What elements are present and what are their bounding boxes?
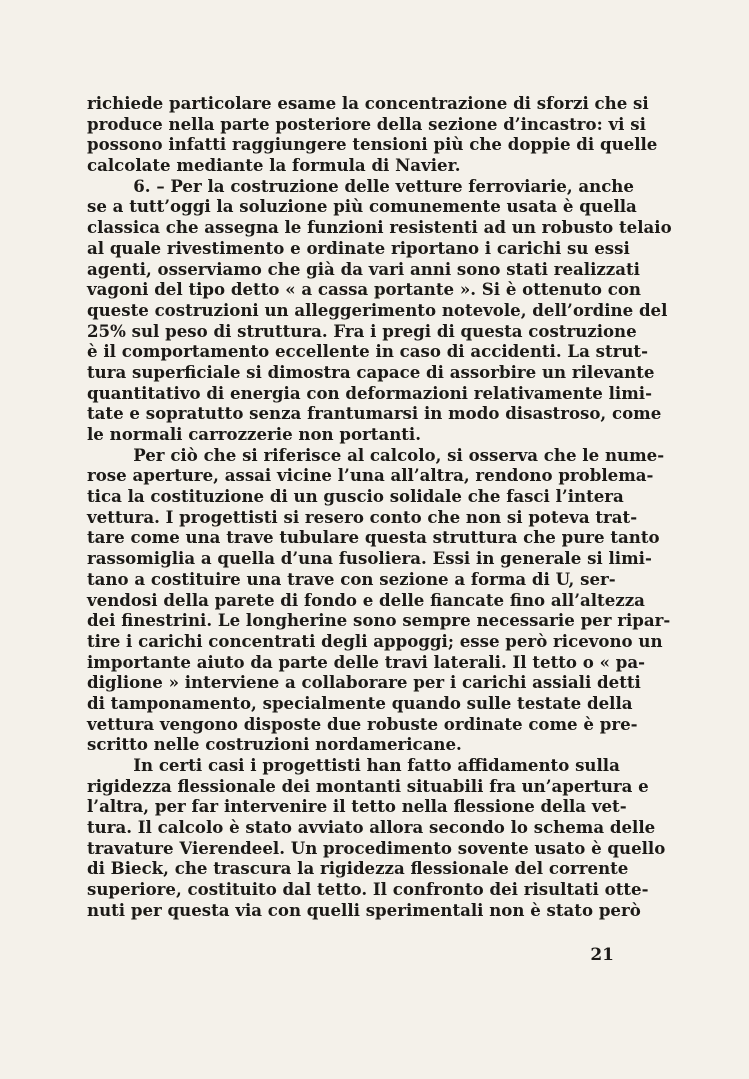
text-line: Per ciò che si riferisce al calcolo, si osserva che le nume- (87, 444, 665, 465)
text-line: di tamponamento, specialmente quando sulle testate della (87, 692, 633, 713)
text-line: tura. Il calcolo è stato avviato allora secondo lo schema delle (87, 817, 656, 838)
text-line: tica la costituzione di un guscio solidale che fasci l’intera (87, 486, 624, 507)
text-line: nuti per questa via con quelli sperimentali non è stato però (87, 899, 641, 920)
text-line: vendosi della parete di fondo e delle fiancate fino all’altezza (87, 589, 645, 610)
text-line: se a tutt’oggi la soluzione più comunemente usata è quella (87, 196, 637, 217)
text-line: tire i carichi concentrati degli appoggi; esse però ricevono un (87, 630, 663, 651)
text-line: possono infatti raggiungere tensioni più che doppie di quelle (87, 134, 658, 155)
text-line: produce nella parte posteriore della sezione d’incastro: vi si (87, 113, 646, 134)
body-text (87, 93, 672, 921)
text-line: importante aiuto da parte delle travi laterali. Il tetto o « pa- (87, 651, 646, 672)
text-line: travature Vierendeel. Un procedimento sovente usato è quello (87, 837, 666, 858)
text-line: tare come una trave tubulare questa struttura che pure tanto (87, 527, 660, 548)
text-line: queste costruzioni un alleggerimento notevole, dell’ordine del (87, 299, 668, 320)
text-line: tura superficiale si dimostra capace di assorbire un rilevante (87, 361, 655, 382)
text-line: vagoni del tipo detto « a cassa portante ». Si è ottenuto con (87, 279, 641, 300)
text-line: le normali carrozzerie non portanti. (87, 424, 422, 444)
text-line: rassomiglia a quella d’una fusoliera. Essi in generale si limi- (87, 548, 652, 569)
text-line: tano a costituire una trave con sezione a forma di U, ser- (87, 568, 616, 589)
text-line: classica che assegna le funzioni resistenti ad un robusto telaio (87, 217, 672, 238)
text-line: 6. – Per la costruzione delle vetture ferroviarie, anche (87, 175, 634, 196)
text-line: In certi casi i progettisti han fatto affidamento sulla (87, 755, 620, 775)
text-line: richiede particolare esame la concentrazione di sforzi che si (87, 93, 649, 113)
text-line: quantitativo di energia con deformazioni relativamente limi- (87, 382, 652, 403)
text-line: è il comportamento eccellente in caso di accidenti. La strut- (87, 341, 648, 362)
text-line: rose aperture, assai vicine l’una all’altra, rendono problema- (87, 465, 654, 486)
text-line: 25% sul peso di struttura. Fra i pregi di questa costruzione (87, 320, 637, 341)
text-line: vettura vengono disposte due robuste ordinate come è pre- (87, 713, 638, 734)
text-line: dei finestrini. Le longherine sono sempre necessarie per ripar- (87, 610, 671, 631)
text-line: diglione » interviene a collaborare per i carichi assiali detti (87, 672, 641, 693)
text-line: rigidezza flessionale dei montanti situabili fra un’apertura e (87, 775, 649, 796)
text-line: vettura. I progettisti si resero conto che non si poteva trat- (87, 506, 638, 527)
page-number: 21 (590, 945, 614, 965)
text-line: superiore, costituito dal tetto. Il confronto dei risultati otte- (87, 879, 649, 900)
text-line: tate e sopratutto senza frantumarsi in modo disastroso, come (87, 403, 662, 424)
text-line: scritto nelle costruzioni nordamericane. (87, 734, 462, 755)
text-line: di Bieck, che trascura la rigidezza flessionale del corrente (87, 858, 629, 879)
text-line: l’altra, per far intervenire il tetto nella flessione della vet- (87, 796, 627, 817)
text-line: agenti, osserviamo che già da vari anni sono stati realizzati (87, 258, 640, 279)
text-line: calcolate mediante la formula di Navier. (87, 155, 461, 176)
text-line: al quale rivestimento e ordinate riportano i carichi su essi (87, 237, 630, 258)
